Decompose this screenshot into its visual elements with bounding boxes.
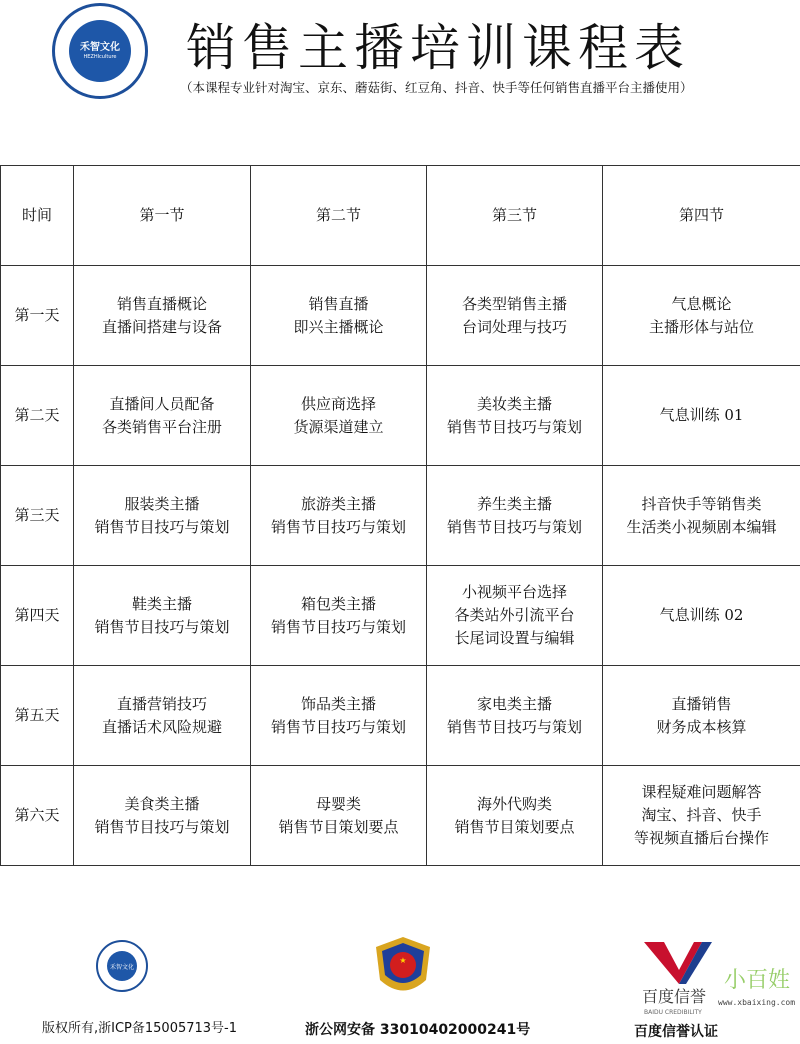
day-cell: 第三天 <box>1 466 74 566</box>
course-cell: 课程疑难问题解答 淘宝、抖音、快手 等视频直播后台操作 <box>603 766 800 866</box>
copyright-text: 版权所有,浙ICP备15005713号-1 <box>42 1021 238 1036</box>
course-cell: 气息训练 02 <box>603 566 800 666</box>
course-cell: 养生类主播 销售节目技巧与策划 <box>427 466 603 566</box>
day-cell: 第二天 <box>1 366 74 466</box>
column-header: 第一节 <box>74 166 251 266</box>
table-header-row <box>1 166 800 266</box>
course-cell: 抖音快手等销售类 生活类小视频剧本编辑 <box>603 466 800 566</box>
course-cell: 销售直播概论 直播间搭建与设备 <box>74 266 251 366</box>
table-row <box>1 266 800 366</box>
baidu-credibility-icon <box>644 940 714 985</box>
course-cell: 旅游类主播 销售节目技巧与策划 <box>251 466 427 566</box>
course-cell: 供应商选择 货源渠道建立 <box>251 366 427 466</box>
course-cell: 饰品类主播 销售节目技巧与策划 <box>251 666 427 766</box>
course-cell: 气息训练 01 <box>603 366 800 466</box>
page-title: 销售主播培训课程表 <box>186 19 690 77</box>
course-cell: 服装类主播 销售节目技巧与策划 <box>74 466 251 566</box>
course-cell: 箱包类主播 销售节目技巧与策划 <box>251 566 427 666</box>
course-cell: 直播营销技巧 直播话术风险规避 <box>74 666 251 766</box>
table-row <box>1 566 800 666</box>
table-row <box>1 666 800 766</box>
watermark: 小百姓 <box>724 968 791 993</box>
course-cell: 销售直播 即兴主播概论 <box>251 266 427 366</box>
brand-logo: 禾智文化 HEZHIculture <box>52 3 148 99</box>
brand-logo-small: 禾智文化 <box>96 940 148 992</box>
course-cell: 各类型销售主播 台词处理与技巧 <box>427 266 603 366</box>
watermark-url: www.xbaixing.com <box>718 998 796 1007</box>
course-cell: 母婴类 销售节目策划要点 <box>251 766 427 866</box>
course-cell: 家电类主播 销售节目技巧与策划 <box>427 666 603 766</box>
course-cell: 小视频平台选择 各类站外引流平台 长尾词设置与编辑 <box>427 566 603 666</box>
course-cell: 美食类主播 销售节目技巧与策划 <box>74 766 251 866</box>
day-cell: 第五天 <box>1 666 74 766</box>
column-header: 第三节 <box>427 166 603 266</box>
page-subtitle: （本课程专业针对淘宝、京东、蘑菇街、红豆角、抖音、快手等任何销售直播平台主播使用） <box>180 80 693 95</box>
baidu-credibility-text: 百度信誉认证 <box>634 1024 718 1040</box>
baidu-logo-text: 百度信誉 <box>642 987 707 1006</box>
column-header: 第四节 <box>603 166 800 266</box>
course-cell: 美妆类主播 销售节目技巧与策划 <box>427 366 603 466</box>
day-cell: 第四天 <box>1 566 74 666</box>
column-header: 第二节 <box>251 166 427 266</box>
police-record-text: 浙公网安备 33010402000241号 <box>305 1022 531 1038</box>
svg-text:★: ★ <box>399 956 407 965</box>
table-row <box>1 466 800 566</box>
course-cell: 海外代购类 销售节目策划要点 <box>427 766 603 866</box>
column-header: 时间 <box>1 166 74 266</box>
course-cell: 气息概论 主播形体与站位 <box>603 266 800 366</box>
table-row <box>1 366 800 466</box>
course-schedule-table <box>0 165 800 866</box>
baidu-logo-en: BAIDU CREDIBILITY <box>644 1009 702 1016</box>
day-cell: 第一天 <box>1 266 74 366</box>
course-cell: 直播销售 财务成本核算 <box>603 666 800 766</box>
table-row <box>1 766 800 866</box>
police-badge-icon <box>368 935 438 1007</box>
day-cell: 第六天 <box>1 766 74 866</box>
course-cell: 鞋类主播 销售节目技巧与策划 <box>74 566 251 666</box>
course-cell: 直播间人员配备 各类销售平台注册 <box>74 366 251 466</box>
